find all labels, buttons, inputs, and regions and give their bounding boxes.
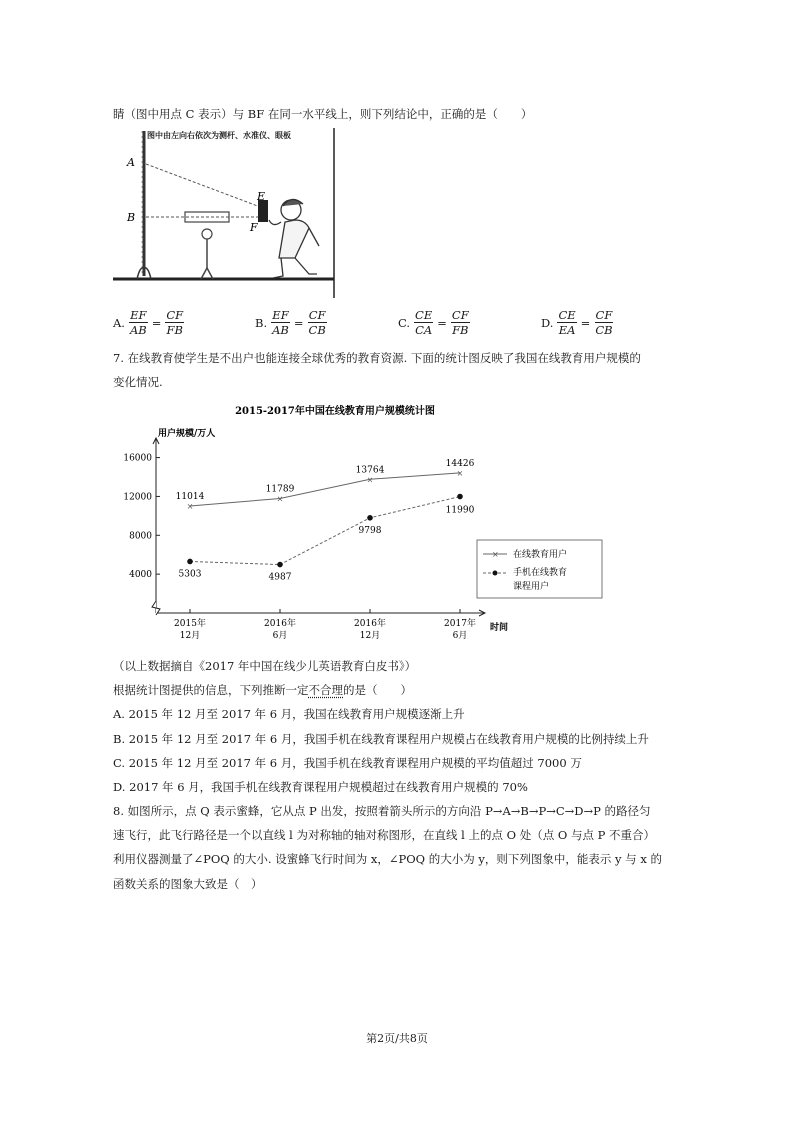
legend-item-1: 在线教育用户: [513, 550, 568, 560]
legend-item-2a: 手机在线教育: [513, 568, 568, 578]
q6c-d1: CA: [415, 323, 433, 337]
q6-text: 睛（图中用点 C 表示）与 BF 在同一水平线上，则下列结论中，正确的是（ ）: [113, 107, 533, 121]
q6-option-b[interactable]: B. $\frac{EF}{AB}$ = $\frac{CF}{CB}$: [255, 308, 326, 337]
q6b-n2: CF: [308, 308, 326, 322]
q6-option-a[interactable]: A. $\frac{EF}{AB}$ = $\frac{CF}{FB}$: [113, 308, 184, 337]
q7-text-line2: 变化情况.: [113, 375, 163, 389]
figure-caption: 图中由左向右依次为测杆、水准仪、眼板: [147, 131, 291, 140]
y-tick-label-0: 4000: [129, 570, 152, 581]
q6d-d1: EA: [558, 323, 576, 337]
series-1-point-0: [187, 559, 193, 565]
q7-source: （以上数据摘自《2017 年中国在线少儿英语教育白皮书》）: [113, 659, 417, 673]
label-b: B: [127, 211, 136, 224]
x-tick-sublabel-2: 12月: [359, 631, 381, 641]
q6d-n2: CF: [595, 308, 613, 322]
series-1-label-0: 5303: [178, 569, 202, 580]
y-axis-label: 用户规模/万人: [158, 429, 216, 439]
q7-prompt-before: 根据统计图提供的信息，下列推断一定: [113, 683, 309, 697]
q7-option-b[interactable]: B. 2015 年 12 月至 2017 年 6 月，我国手机在线教育课程用户规模占在线教育用户规模的比例持续上升: [113, 732, 649, 746]
y-tick-label-3: 16000: [123, 453, 152, 464]
series-1-point-3: [457, 494, 463, 500]
q7-option-c[interactable]: C. 2015 年 12 月至 2017 年 6 月，我国手机在线教育课程用户规模的平均值超过 7000 万: [113, 756, 582, 770]
series-1-label-1: 4987: [268, 572, 292, 583]
q7-option-a[interactable]: A. 2015 年 12 月至 2017 年 6 月，我国在线教育用户规模逐渐上升: [113, 707, 465, 721]
label-f: F: [250, 221, 258, 234]
y-tick-label-2: 12000: [123, 492, 152, 503]
q6-option-c-label: C.: [398, 315, 411, 330]
series-0-label-2: 13764: [355, 465, 385, 476]
series-1-label-2: 9798: [358, 525, 382, 536]
q6d-n1: CE: [558, 308, 576, 322]
x-tick-sublabel-0: 12月: [179, 631, 201, 641]
q7-prompt-emph: 不合理: [308, 683, 343, 697]
q6-option-c[interactable]: C. $\frac{CE}{CA}$ = $\frac{CF}{FB}$: [398, 308, 469, 337]
x-tick-sublabel-3: 6月: [452, 631, 468, 641]
chart-legend: [477, 540, 602, 598]
series-line-1: [190, 497, 460, 565]
x-tick-label-2: 2016年: [354, 619, 386, 629]
series-0-point-2: ×: [366, 475, 374, 485]
q7-option-d[interactable]: D. 2017 年 6 月，我国手机在线教育课程用户规模超过在线教育用户规模的 70%: [113, 780, 528, 794]
q7-prompt-after: 的是（ ）: [343, 683, 412, 697]
q6b-d1: AB: [272, 323, 289, 337]
series-1-point-2: [367, 515, 373, 521]
q6a-n2: CF: [166, 308, 184, 322]
q6-figure: [113, 128, 343, 298]
q7-prompt: [113, 682, 412, 698]
label-e: E: [257, 190, 266, 203]
q7-line-chart: [120, 398, 568, 648]
x-tick-label-1: 2016年: [264, 619, 296, 629]
q7-text-line1: 7. 在线教育使学生是不出户也能连接全球优秀的教育资源. 下面的统计图反映了我国在线教育用户规模的: [113, 351, 641, 365]
series-0-label-1: 11789: [265, 484, 295, 495]
legend-item-2b: 课程用户: [513, 582, 550, 592]
series-0-point-3: ×: [456, 468, 464, 478]
page-footer: 第2页/共8页: [366, 1032, 428, 1045]
x-tick-label-0: 2015年: [174, 619, 206, 629]
q6-option-b-label: B.: [255, 315, 268, 330]
y-tick-label-1: 8000: [129, 531, 152, 542]
series-1-point-1: [277, 562, 283, 568]
series-0-point-0: ×: [186, 502, 194, 512]
series-0-point-1: ×: [276, 494, 284, 504]
svg-text:×: ×: [492, 550, 499, 559]
eye-board: [258, 200, 268, 222]
q6b-d2: CB: [308, 323, 326, 337]
q6-option-a-label: A.: [113, 315, 125, 330]
series-0-label-0: 11014: [175, 492, 205, 503]
q8-line-3: 利用仪器测量了∠POQ 的大小. 设蜜蜂飞行时间为 x，∠POQ 的大小为 y，则下列图象中，能表示 y 与 x 的: [113, 852, 662, 866]
q6d-d2: CB: [595, 323, 613, 337]
q6c-d2: FB: [452, 323, 469, 337]
chart-title: 2015-2017年中国在线教育用户规模统计图: [235, 406, 435, 417]
q6c-n1: CE: [415, 308, 433, 322]
x-tick-label-3: 2017年: [444, 619, 476, 629]
q6-option-d-label: D.: [541, 315, 554, 330]
q6a-d2: FB: [166, 323, 183, 337]
x-axis-label: 时间: [490, 623, 509, 633]
x-tick-sublabel-1: 6月: [272, 631, 288, 641]
legend-dot-2: [493, 571, 498, 576]
q6c-n2: CF: [451, 308, 469, 322]
label-a: A: [127, 156, 135, 169]
q6a-d1: AB: [129, 323, 147, 337]
q6-option-d[interactable]: D. $\frac{CE}{EA}$ = $\frac{CF}{CB}$: [541, 308, 613, 337]
series-line-0: [190, 473, 460, 506]
q6a-n1: EF: [130, 308, 147, 322]
q6b-n1: EF: [272, 308, 289, 322]
q8-line-4: 函数关系的图象大致是（ ）: [113, 877, 263, 891]
series-0-label-3: 14426: [445, 458, 475, 469]
series-1-label-3: 11990: [445, 505, 475, 516]
q8-line-1: 8. 如图所示，点 Q 表示蜜蜂，它从点 P 出发，按照着箭头所示的方向沿 P→A→B→P→C→D→P 的路径匀: [113, 804, 651, 818]
q8-line-2: 速飞行，此飞行路径是一个以直线 l 为对称轴的轴对称图形，在直线 l 上的点 O 处（点 O 与点 P 不重合）: [113, 828, 655, 842]
